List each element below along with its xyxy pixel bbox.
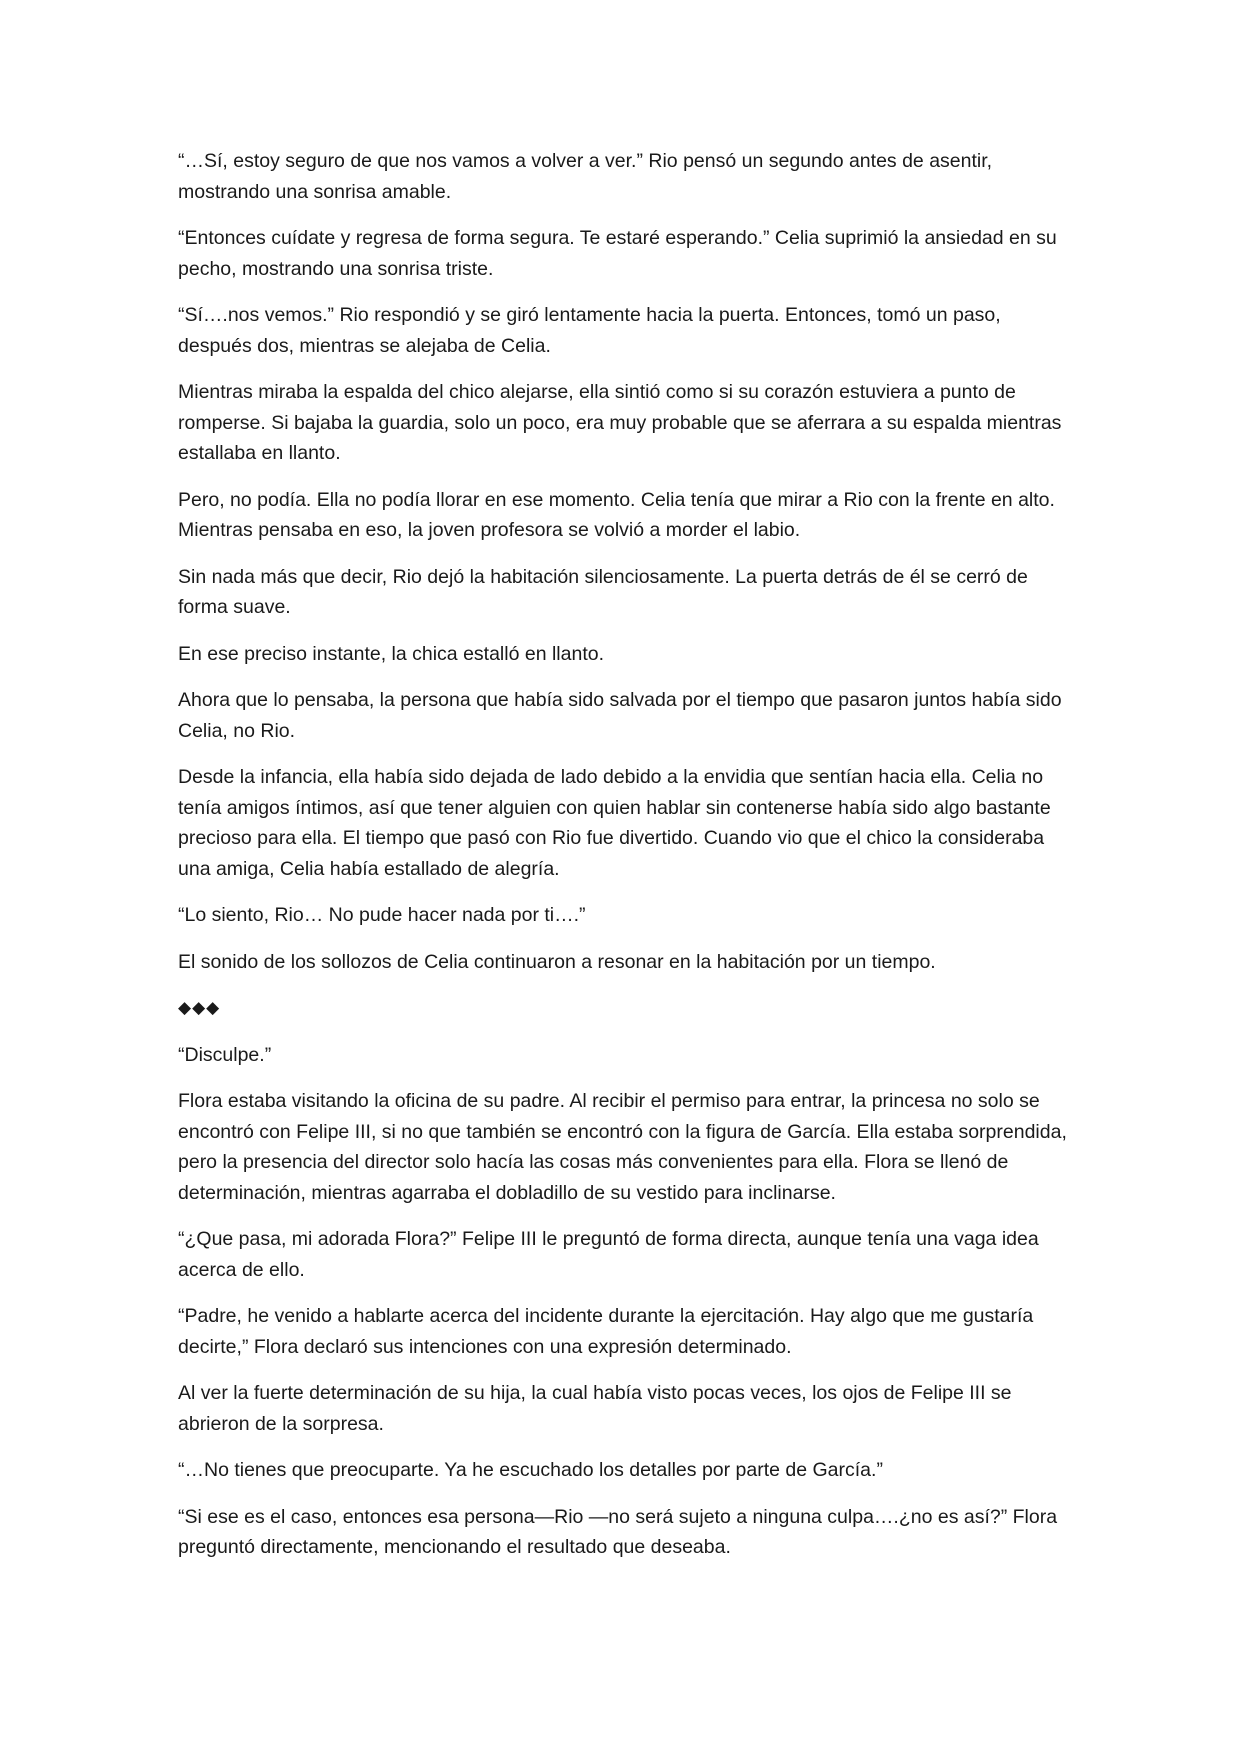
document-body	[178, 146, 1078, 1579]
paragraph: Pero, no podía. Ella no podía llorar en ese momento. Celia tenía que mirar a Rio con la frente en alto. Mientras pensaba en eso, la joven profesora se volvió a morder el labio.	[178, 488, 1055, 541]
paragraph: “Si ese es el caso, entonces esa persona—Rio —no será sujeto a ninguna culpa….¿no es así?” Flora preguntó directamente, mencionando el resultado que deseaba.	[178, 1505, 1058, 1558]
paragraph: “…Sí, estoy seguro de que nos vamos a volver a ver.” Rio pensó un segundo antes de asentir, mostrando una sonrisa amable.	[178, 150, 993, 203]
paragraph: En ese preciso instante, la chica estalló en llanto.	[178, 642, 605, 665]
paragraph: Flora estaba visitando la oficina de su padre. Al recibir el permiso para entrar, la princesa no solo se encontró con Felipe III, si no que también se encontró con la figura de García. Ella estaba sorprendida, pero la presencia del director solo hacía las cosas más convenientes para ella. Flora se llenó de determinación, mientras agarraba el dobladillo de su vestido para inclinarse.	[178, 1090, 1067, 1204]
paragraph: Ahora que lo pensaba, la persona que había sido salvada por el tiempo que pasaron juntos había sido Celia, no Rio.	[178, 689, 1062, 742]
paragraph: “Entonces cuídate y regresa de forma segura. Te estaré esperando.” Celia suprimió la ansiedad en su pecho, mostrando una sonrisa triste.	[178, 227, 1057, 280]
paragraph: “Lo siento, Rio… No pude hacer nada por ti….”	[178, 904, 586, 926]
paragraph: Desde la infancia, ella había sido dejada de lado debido a la envidia que sentían hacia ella. Celia no tenía amigos íntimos, así que tener alguien con quien hablar sin contenerse había sido algo bastante precioso para ella. El tiempo que pasó con Rio fue divertido. Cuando vio que el chico la consideraba una amiga, Celia había estallado de alegría.	[178, 766, 1051, 880]
paragraph: “¿Que pasa, mi adorada Flora?” Felipe III le preguntó de forma directa, aunque tenía una vaga idea acerca de ello.	[178, 1228, 1039, 1281]
paragraph: Sin nada más que decir, Rio dejó la habitación silenciosamente. La puerta detrás de él se cerró de forma suave.	[178, 565, 1028, 618]
paragraph: Al ver la fuerte determinación de su hija, la cual había visto pocas veces, los ojos de Felipe III se abrieron de la sorpresa.	[178, 1382, 1012, 1435]
paragraph: “Disculpe.”	[178, 1043, 272, 1066]
paragraph: “Sí….nos vemos.” Rio respondió y se giró lentamente hacia la puerta. Entonces, tomó un paso, después dos, mientras se alejaba de Celia.	[178, 304, 1001, 357]
scene-break-diamonds: ◆◆◆	[178, 998, 221, 1017]
paragraph: Mientras miraba la espalda del chico alejarse, ella sintió como si su corazón estuviera a punto de romperse. Si bajaba la guardia, solo un poco, era muy probable que se aferrara a su espalda mientras estallaba en llanto.	[178, 381, 1062, 464]
paragraph: El sonido de los sollozos de Celia continuaron a resonar en la habitación por un tiempo.	[178, 950, 936, 973]
paragraph: “Padre, he venido a hablarte acerca del incidente durante la ejercitación. Hay algo que me gustaría decirte,” Flora declaró sus intenciones con una expresión determinado.	[178, 1305, 1034, 1358]
paragraph: “…No tienes que preocuparte. Ya he escuchado los detalles por parte de García.”	[178, 1459, 883, 1481]
